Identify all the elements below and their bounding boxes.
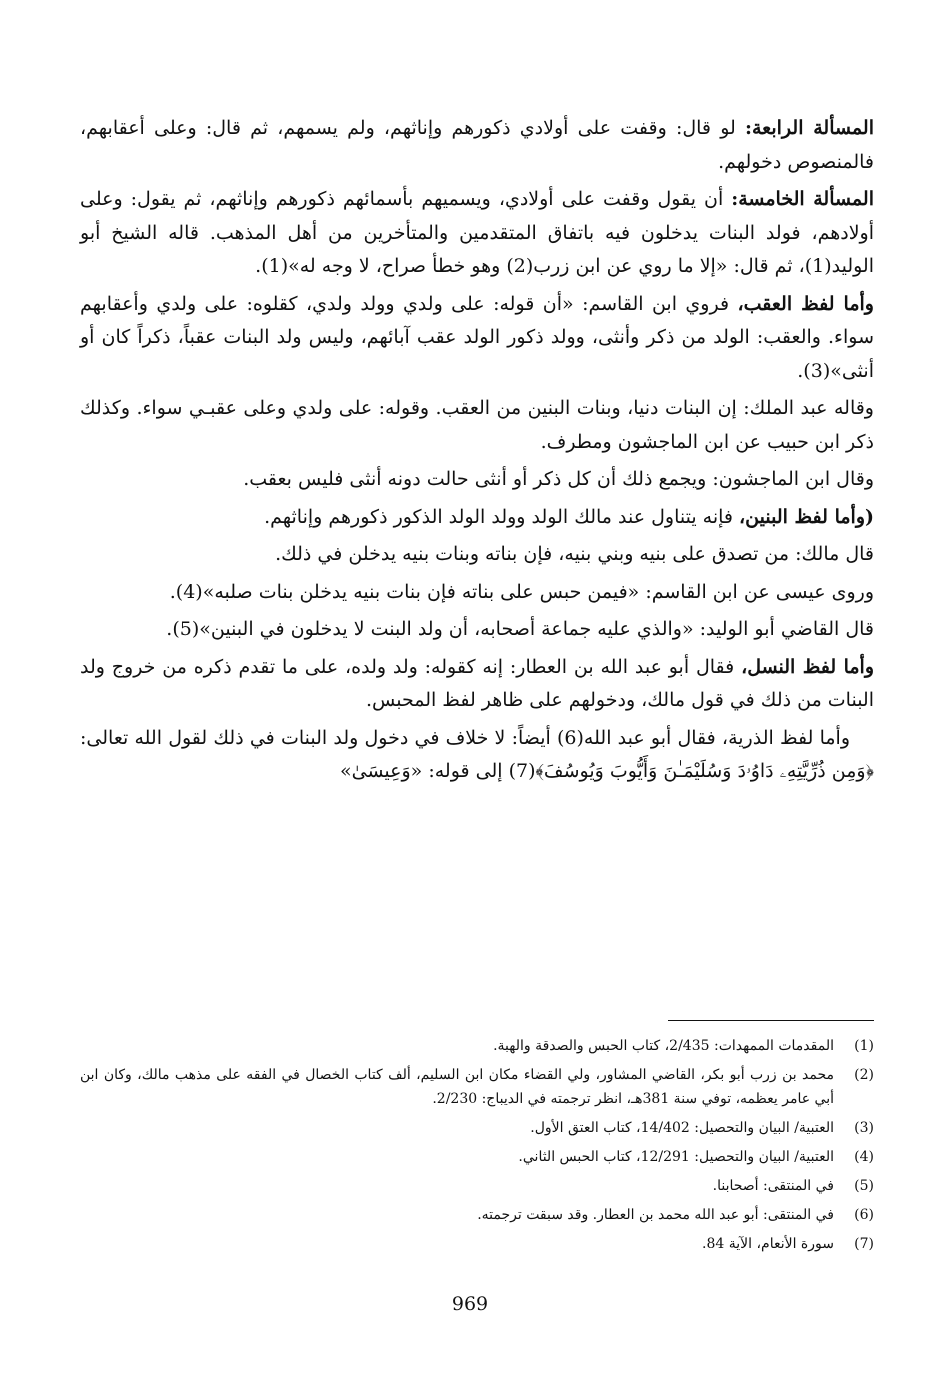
paragraph-heading: وأما لفظ النسل،: [741, 655, 874, 678]
footnote-separator: [668, 1020, 874, 1021]
paragraph: [80, 576, 874, 610]
footnote: [80, 1203, 874, 1227]
paragraph-body: وقاله عبد الملك: إن البنات دنيا، وبنات البنين من العقب. وقوله: على ولدي وعلى عقبـي سواء. وكذلك ذكر ابن حبيب عن ابن الماجشون ومطرف.: [80, 397, 874, 453]
footnote-number: (6): [854, 1207, 874, 1223]
footnote: [80, 1174, 874, 1198]
footnote: [80, 1034, 874, 1058]
paragraph: [80, 392, 874, 459]
footnotes-list: [80, 1034, 874, 1261]
paragraph-heading: المسألة الخامسة:: [731, 188, 874, 210]
paragraph-body: فروي ابن القاسم: «أن قوله: على ولدي وولد ولدي، كقلوه: على ولدي وأعقابهم سواء. والعقب: الولد من ذكر وأنثى، وولد ذكور الولد عقب آبائهم، وليس ولد البنات عقباً، ذكراً كان أو أنثى»(3).: [80, 292, 874, 382]
footnote-number: (2): [854, 1067, 874, 1083]
main-text: [80, 112, 874, 793]
paragraph-body: أن يقول وقفت على أولادي، ويسميهم بأسمائهم ذكورهم وإناثهم، ثم يقول: وعلى أولادهم، فولد البنات يدخلون فيه باتفاق المتقدمين والمتأخرين من أهل المذهب. قاله الشيخ أبو الوليد(1)، ثم قال: «إلا ما روي عن ابن زرب(2) وهو خطأ صراح، لا وجه له»(1).: [80, 188, 874, 277]
paragraph: [80, 538, 874, 572]
paragraph-body: وقال ابن الماجشون: ويجمع ذلك أن كل ذكر أو أنثى حالت دونه أنثى فليس بعقب.: [243, 468, 874, 490]
footnote-text: المقدمات الممهدات: 2/435، كتاب الحبس والصدقة والهبة.: [493, 1038, 834, 1054]
footnote-text: محمد بن زرب أبو بكر، القاضي المشاور، ولي القضاء مكان ابن السليم، ألف كتاب الخصال في الفقه على مذهب مالك، وكان ابن أبي عامر يعظمه، توفي سنة 381هـ، انظر ترجمته في الديباج: 2/230.: [80, 1067, 834, 1107]
footnote: [80, 1116, 874, 1140]
paragraph: [80, 112, 874, 179]
footnote-number: (5): [854, 1178, 874, 1194]
paragraph: [80, 501, 874, 535]
paragraph-body: فإنه يتناول عند مالك الولد وولد الولد الذكور ذكورهم وإناثهم.: [264, 505, 740, 528]
paragraph-heading: (وأما لفظ البنين،: [739, 505, 874, 528]
paragraph: [80, 183, 874, 284]
footnote-number: (3): [854, 1120, 874, 1136]
footnote-text: العتبية/ البيان والتحصيل: 14/402، كتاب العتق الأول.: [530, 1120, 834, 1136]
page-number: 969: [451, 1293, 489, 1315]
paragraph: [80, 613, 874, 647]
footnote-text: في المنتقى: أصحابنا.: [712, 1178, 834, 1194]
paragraph-body: وروى عيسى عن ابن القاسم: «فيمن حبس على بناته فإن بنات بنيه يدخلن بنات صلبه»(4).: [169, 580, 874, 603]
paragraph: [80, 722, 874, 789]
footnote-number: (7): [854, 1236, 874, 1252]
paragraph-body: لو قال: وقفت على أولادي ذكورهم وإناثهم، ولم يسمهم، ثم قال: وعلى أعقابهم، فالمنصوص دخولهم.: [80, 117, 874, 173]
paragraph-body: وأما لفظ الذرية، فقال أبو عبد الله(6) أيضاً: لا خلاف في دخول ولد البنات في ذلك لقول الله تعالى: ﴿وَمِن ذُرِّيَّتِهِۦ دَاوُۥدَ وَسُلَيْمَـٰنَ وَأَيُّوبَ وَيُوسُفَ﴾(7) إلى قوله: «وَعِيسَىٰ»: [80, 726, 874, 782]
paragraph-heading: المسألة الرابعة:: [744, 117, 874, 139]
footnote-text: سورة الأنعام، الآية 84.: [702, 1236, 834, 1252]
paragraph: [80, 288, 874, 389]
paragraph-body: قال مالك: من تصدق على بنيه وبني بنيه، فإن بناته وبنات بنيه يدخلن في ذلك.: [275, 543, 874, 565]
paragraph: [80, 651, 874, 718]
paragraph-body: فقال أبو عبد الله بن العطار: إنه كقوله: ولد ولده، على ما تقدم ذكره من خروج ولد البنات من ذلك في قول مالك، ودخولهم على ظاهر لفظ المحبس.: [80, 655, 874, 711]
paragraph-heading: وأما لفظ العقب،: [737, 292, 874, 315]
footnote: [80, 1232, 874, 1256]
footnote-number: (4): [854, 1149, 874, 1165]
footnote: [80, 1063, 874, 1111]
footnote: [80, 1145, 874, 1169]
paragraph: [80, 463, 874, 497]
footnote-text: العتبية/ البيان والتحصيل: 12/291، كتاب الحبس الثاني.: [518, 1149, 834, 1165]
footnote-number: (1): [854, 1038, 874, 1054]
paragraph-body: قال القاضي أبو الوليد: «والذي عليه جماعة أصحابه، أن ولد البنت لا يدخلون في البنين»(5).: [166, 618, 874, 640]
footnote-text: في المنتقى: أبو عبد الله محمد بن العطار. وقد سبقت ترجمته.: [477, 1207, 834, 1223]
